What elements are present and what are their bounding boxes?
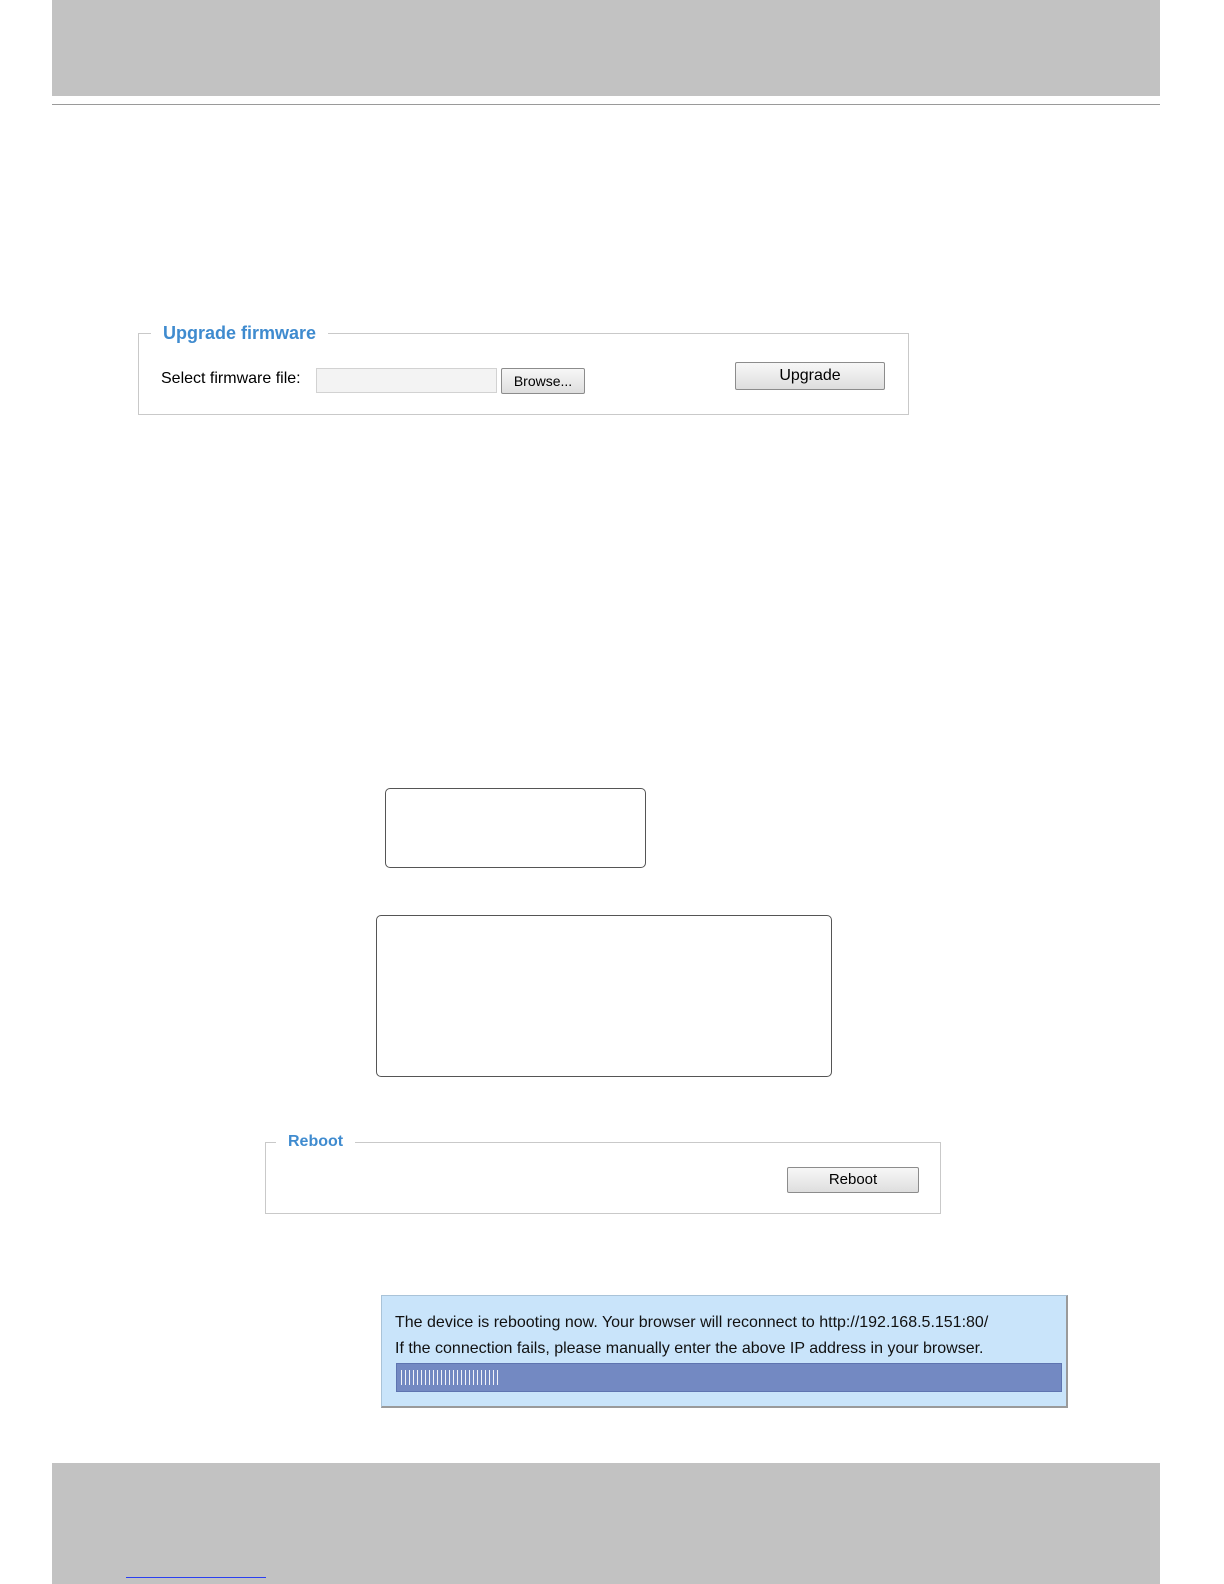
firmware-file-input[interactable] — [316, 368, 497, 393]
browse-button[interactable]: Browse... — [501, 368, 585, 394]
page-header-band — [52, 0, 1160, 96]
upgrade-firmware-panel — [138, 323, 909, 415]
reboot-progress-bar — [396, 1363, 1062, 1392]
reboot-progress-fill — [401, 1370, 499, 1385]
upgrade-button[interactable]: Upgrade — [735, 362, 885, 390]
callout-box-small — [385, 788, 646, 868]
reboot-notice-line2: If the connection fails, please manually enter the above IP address in your browser. — [395, 1340, 984, 1357]
callout-box-large — [376, 915, 832, 1077]
page-footer-band — [52, 1463, 1160, 1584]
reboot-panel — [265, 1133, 941, 1214]
upgrade-firmware-legend: Upgrade firmware — [151, 323, 328, 344]
footer-link-underline[interactable] — [126, 1577, 266, 1578]
select-firmware-label: Select firmware file: — [161, 370, 301, 387]
reboot-button[interactable]: Reboot — [787, 1167, 919, 1193]
reboot-notice-line1: The device is rebooting now. Your browser will reconnect to http://192.168.5.151:80/ — [395, 1314, 989, 1331]
reboot-legend: Reboot — [276, 1133, 355, 1151]
header-divider — [52, 104, 1160, 105]
reboot-notice-dialog — [381, 1295, 1068, 1408]
